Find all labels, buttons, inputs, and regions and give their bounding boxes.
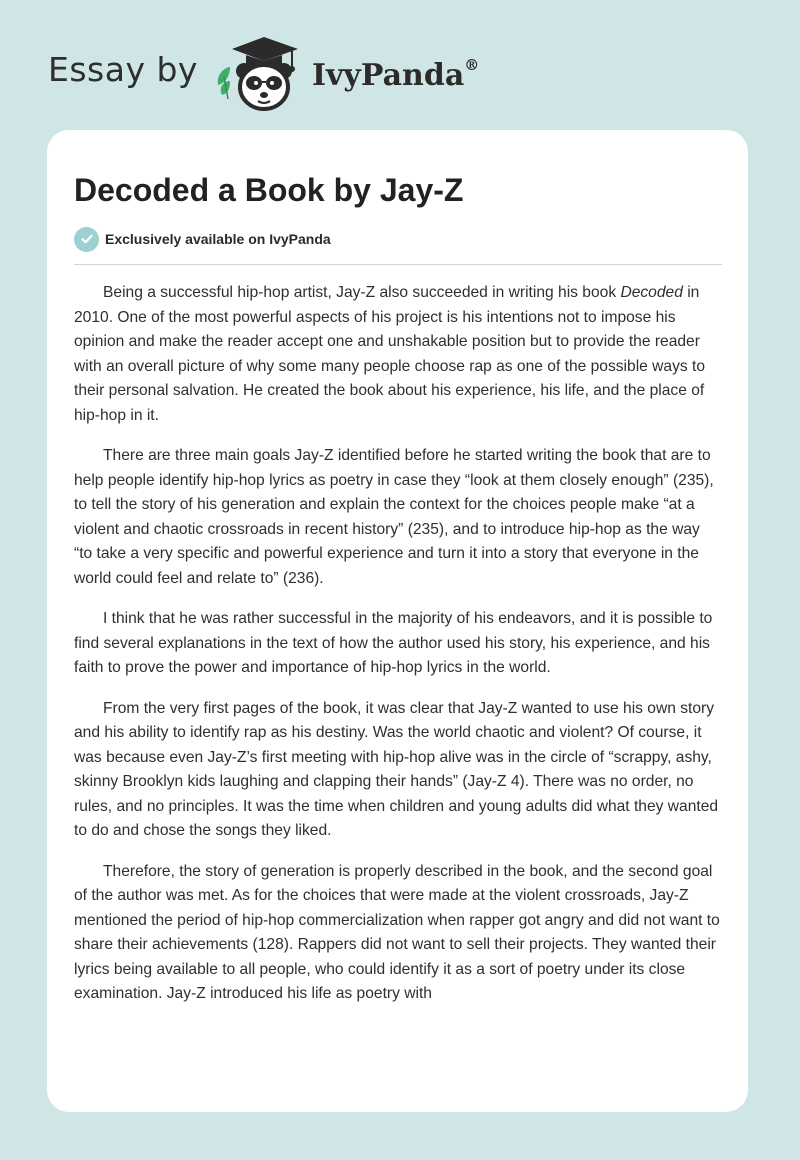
essay-card — [47, 130, 748, 1112]
site-header — [48, 28, 479, 118]
brand-name: IvyPanda — [311, 57, 465, 93]
essay-body — [74, 281, 722, 1007]
panda-graduate-icon — [212, 33, 304, 113]
registered-mark: ® — [464, 55, 480, 74]
exclusive-badge-label: Exclusively available on IvyPanda — [105, 231, 331, 247]
check-circle-icon — [74, 227, 99, 252]
essay-by-label: Essay by — [48, 49, 198, 89]
paragraph-3: I think that he was rather successful in the majority of his endeavors, and it is possible to find several explanations in the text of how the author used his story, his experience, and his faith to prove the power and importance of hip-hop lyrics in the world. — [74, 610, 713, 676]
divider — [74, 264, 722, 265]
exclusive-badge — [74, 226, 722, 252]
essay-title: Decoded a Book by Jay-Z — [74, 172, 464, 208]
brand-logo-text — [311, 55, 480, 93]
paragraph-1: Being a successful hip-hop artist, Jay-Z also succeeded in writing his book Decoded in 2010. One of the most powerful aspects of his project is his intentions not to impose his opinion and make the reader accept one and unshakable position but to provide the reader with an overall picture of why some many people choose rap as one of the possible ways to their personal salvation. He created the book about his experience, his life, and the place of hip-hop in it. — [74, 284, 706, 424]
paragraph-2: There are three main goals Jay-Z identified before he started writing the book that are to help people identify hip-hop lyrics as poetry in case they “look at them closely enough” (235), to tell the story of his generation and explain the context for the choices people make “at a violent and chaotic crossroads in recent history” (235), and to introduce hip-hop as the way “to take a very specific and powerful experience and turn it into a story that everyone in the world could feel and relate to” (236). — [74, 447, 714, 587]
paragraph-4: From the very first pages of the book, it was clear that Jay-Z wanted to use his own story and his ability to identify rap as his destiny. Was the world chaotic and violent? Of course, it was because even Jay-Z’s first meeting with hip-hop alive was in the circle of “scrappy, ashy, skinny Brooklyn kids laughing and clapping their hands” (Jay-Z 4). There was no order, no rules, and no principles. It was the time when children and young adults did what they wanted to do and chose the songs they liked. — [74, 699, 719, 839]
paragraph-5: Therefore, the story of generation is properly described in the book, and the second goal of the author was met. As for the choices that were made at the violent crossroads, Jay-Z mentioned the period of hip-hop commercialization when rapper got angry and did not want to share their achievements (128). Rappers did not want to sell their projects. They wanted their lyrics being available to all people, who could identify it as a sort of poetry under its close examination. Jay-Z introduced his life as poetry with — [74, 862, 720, 1002]
book-title-emphasis: Decoded — [620, 284, 683, 301]
